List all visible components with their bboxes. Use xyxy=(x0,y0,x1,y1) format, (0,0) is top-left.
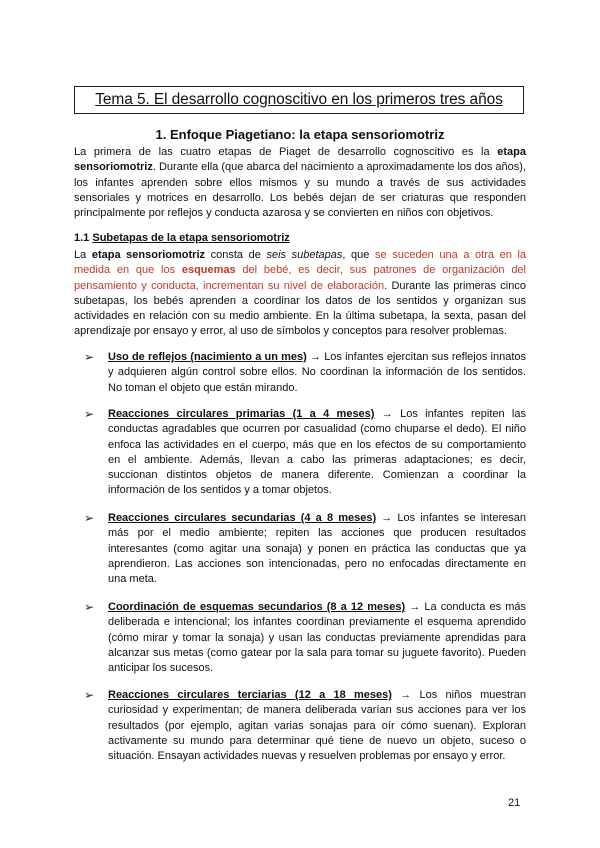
bullet-heading: Uso de reflejos (nacimiento a un mes) xyxy=(108,351,307,363)
intro-text-2: . Durante ella (que abarca del nacimiento a aproximadamente los dos años), los infantes aprenden sobre ellos mismos y su mundo a través de sus actividades sensoriales y motrices en desarrollo. Los bebés dejan de ser criaturas que responden principalmente por reflejos y conducta azarosa y se convierten en niños con objetivos. xyxy=(74,161,526,220)
list-item xyxy=(84,407,526,499)
intro-paragraph xyxy=(74,145,526,221)
list-item xyxy=(84,350,526,396)
section-heading: 1. Enfoque Piagetiano: la etapa sensoriomotriz xyxy=(155,127,445,142)
arrow-bullet-icon: ➢ xyxy=(84,511,95,525)
sub-red-term: esquemas xyxy=(181,264,236,277)
page-title: Tema 5. El desarrollo cognoscitivo en los primeros tres años xyxy=(95,91,503,108)
sub-text-2: consta de xyxy=(205,249,267,261)
subsection-number: 1.1 xyxy=(74,232,93,244)
subsection-title: Subetapas de la etapa sensoriomotriz xyxy=(92,232,290,244)
arrow-bullet-icon: ➢ xyxy=(84,600,95,614)
sub-text-4: . Durante las primeras cinco subetapas, los bebés aprenden a coordinar los datos de los sentidos y organizan sus actividades en relación con su medio ambiente. En la última subetapa, la sexta, pasan del aprendizaje por ensayo y error, al uso de símbolos y conceptos para resolver problemas. xyxy=(74,279,526,338)
arrow-bullet-icon: ➢ xyxy=(84,407,95,421)
page-number: 21 xyxy=(508,797,521,809)
bullet-heading: Reacciones circulares secundarias (4 a 8 meses) xyxy=(108,512,377,524)
arrow-bullet-icon: ➢ xyxy=(84,350,95,364)
bullet-text: La conducta es más deliberada e intencional; los infantes coordinan previamente el esquema aprendido (cómo mirar y tomar la sonaja) y usan las conductas previamente aprendidas para alcanzar sus metas (como gatear por la sala para tomar su juguete favorito). Pueden anticipar los sucesos. xyxy=(108,601,526,675)
right-arrow-icon: → xyxy=(391,689,420,701)
right-arrow-icon: → xyxy=(374,408,401,420)
bullet-text: Los infantes repiten las conductas agradables que ocurren por casualidad (como chuparse el dedo). El niño enfoca las actividades en el cuerpo, más que en los efectos de su comportamiento en el ambiente. Además, llevan a cabo las primeras adaptaciones; es decir, succionan distintos objetos de manera diferente. Comienzan a coordinar la información de los sentidos y a tomar objetos. xyxy=(108,408,526,497)
bullet-heading: Coordinación de esquemas secundarios (8 a 12 meses) xyxy=(108,601,406,613)
bullet-text: Los infantes ejercitan sus reflejos innatos y adquieren algún control sobre ellos. No coordinan la información de los sentidos. No toman el objeto que están mirando. xyxy=(108,351,526,394)
subsection-heading xyxy=(74,232,290,244)
sub-text-3: , que xyxy=(342,249,375,261)
bullet-text: Los niños muestran curiosidad y experimentan; de manera deliberada varían sus acciones para ver los resultados (por ejemplo, agitan varias sonajas para oír cómo suenan). Exploran activamente su mundo para determinar qué tiene de nuevo un objeto, suceso o situación. Ensayan actividades nuevas y resuelven problemas por ensayo y error. xyxy=(108,689,526,763)
bullet-heading: Reacciones circulares terciarias (12 a 18 meses) xyxy=(108,689,392,701)
subsection-paragraph xyxy=(74,248,526,340)
sub-text-1: La xyxy=(74,249,92,261)
right-arrow-icon: → xyxy=(376,512,398,524)
right-arrow-icon: → xyxy=(405,601,425,613)
sub-red-2: del bebé, es decir, sus patrones de organización del pensamiento y conducta, incrementan su nivel de elaboración xyxy=(74,264,526,292)
intro-text-1: La primera de las cuatro etapas de Piaget de desarrollo cognoscitivo es la xyxy=(74,146,498,158)
list-item xyxy=(84,600,526,676)
list-item xyxy=(84,688,526,764)
bullet-heading: Reacciones circulares primarias (1 a 4 meses) xyxy=(108,408,375,420)
right-arrow-icon: → xyxy=(306,351,325,363)
sub-italic: seis subetapas xyxy=(266,249,343,261)
intro-term: etapa sensoriomotriz xyxy=(74,146,526,174)
sub-term: etapa sensoriomotriz xyxy=(91,249,206,261)
sub-red-1: se suceden una a otra en la medida en que los xyxy=(74,249,526,277)
bullet-text: Los infantes se interesan más por el medio ambiente; repiten las acciones que producen resultados interesantes (como agitar una sonaja) y ponen en práctica las conductas que ya aprendieron. Las acciones son intencionadas, pero no enfocadas directamente en una meta. xyxy=(108,512,526,586)
arrow-bullet-icon: ➢ xyxy=(84,688,95,702)
title-box xyxy=(74,86,524,114)
list-item xyxy=(84,511,526,587)
